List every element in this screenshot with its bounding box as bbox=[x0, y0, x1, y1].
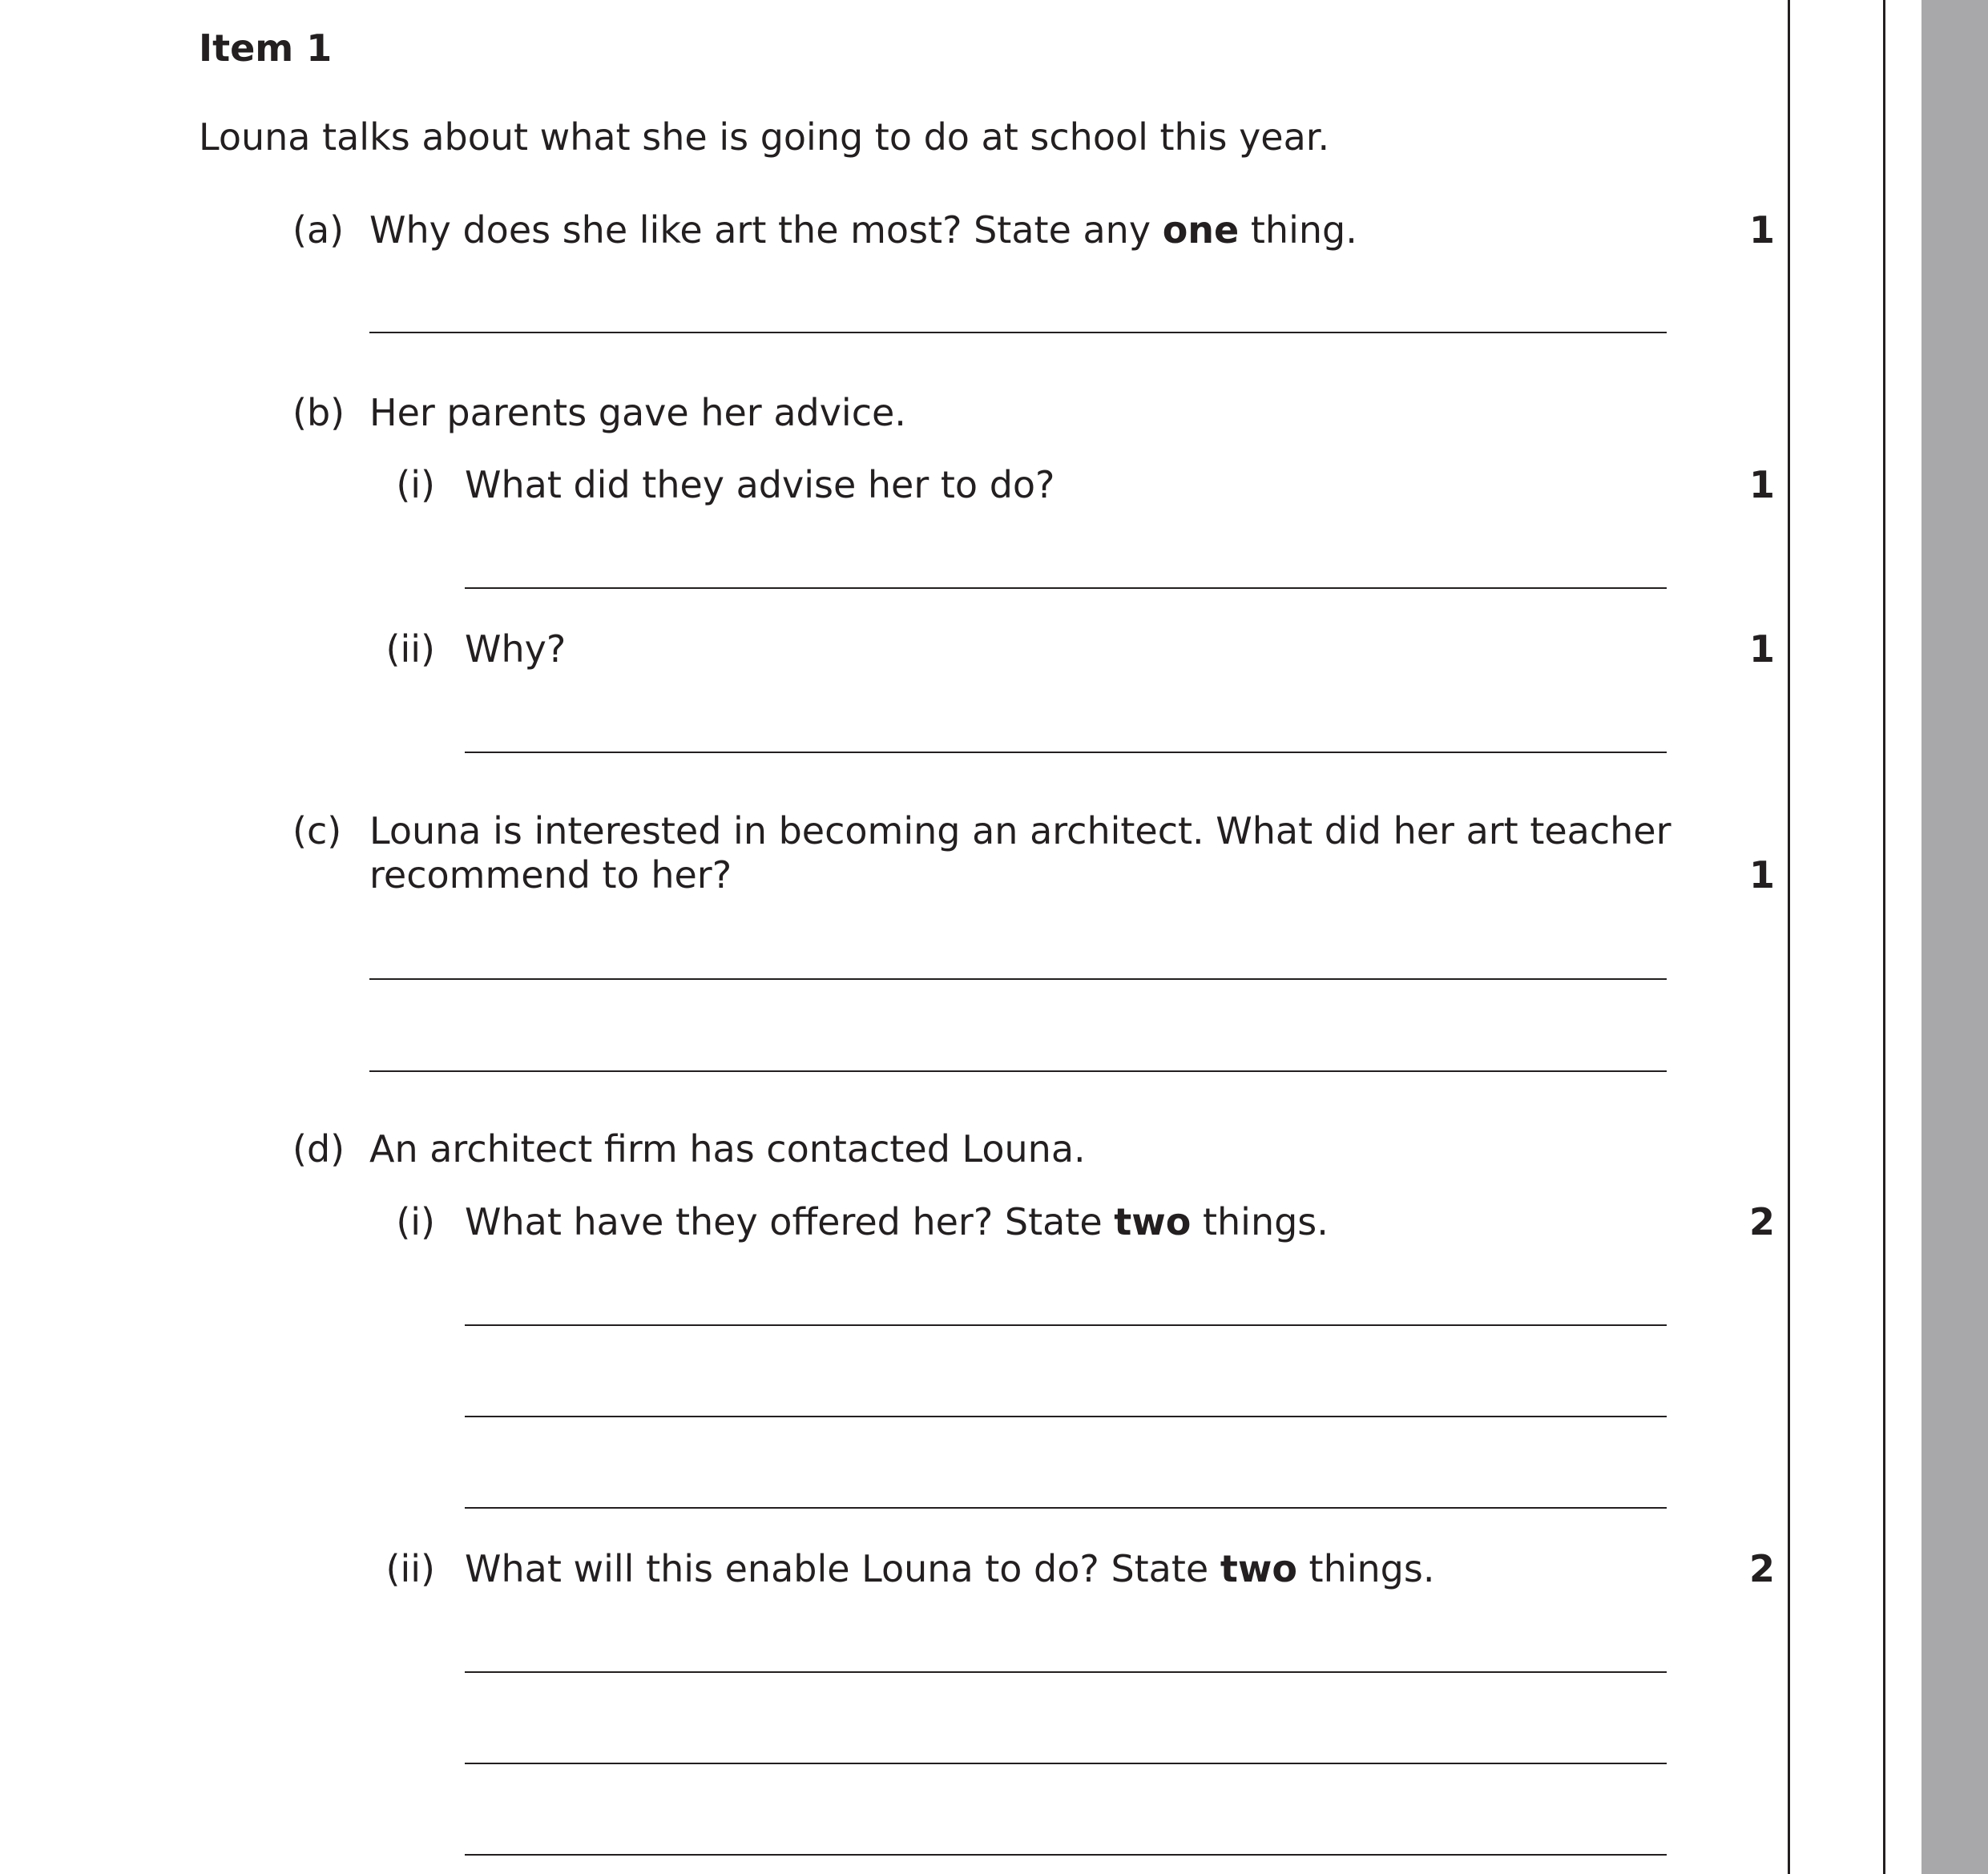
question-d-i-text: What have they offered her? State two things. bbox=[465, 1200, 1329, 1243]
question-d-ii-label: (ii) bbox=[385, 1547, 435, 1590]
answer-line-b-ii-1[interactable] bbox=[465, 752, 1667, 753]
answer-line-b-i-1[interactable] bbox=[465, 587, 1667, 589]
question-c-marks: 1 bbox=[1748, 853, 1775, 897]
marks-column-rule bbox=[1788, 0, 1790, 1874]
question-c-line-1: Louna is interested in becoming an architect. What did her art teacher bbox=[369, 809, 1671, 852]
question-d-i-label: (i) bbox=[396, 1200, 435, 1243]
question-d-ii-text: What will this enable Louna to do? State two things. bbox=[465, 1547, 1435, 1590]
question-c-label: (c) bbox=[292, 809, 342, 852]
answer-line-d-i-3[interactable] bbox=[465, 1507, 1667, 1509]
answer-line-d-ii-3[interactable] bbox=[465, 1854, 1667, 1856]
question-b-ii-label: (ii) bbox=[385, 627, 435, 671]
answer-line-d-i-1[interactable] bbox=[465, 1324, 1667, 1326]
question-d-i-marks: 2 bbox=[1748, 1200, 1775, 1243]
question-b-i-marks: 1 bbox=[1748, 463, 1775, 506]
question-d-text: An architect firm has contacted Louna. bbox=[369, 1127, 1086, 1171]
answer-line-c-2[interactable] bbox=[369, 1070, 1667, 1072]
question-b-i-label: (i) bbox=[396, 463, 435, 506]
question-b-label: (b) bbox=[292, 391, 345, 434]
question-d-ii-marks: 2 bbox=[1748, 1547, 1775, 1590]
question-b-text: Her parents gave her advice. bbox=[369, 391, 906, 434]
margin-band bbox=[1921, 0, 1988, 1874]
question-b-ii-text: Why? bbox=[465, 627, 567, 671]
question-b-i-text: What did they advise her to do? bbox=[465, 463, 1055, 506]
answer-line-a-1[interactable] bbox=[369, 332, 1667, 333]
question-b-ii-marks: 1 bbox=[1748, 627, 1775, 671]
margin-rule bbox=[1883, 0, 1885, 1874]
item-title: Item 1 bbox=[199, 26, 333, 70]
answer-line-d-ii-2[interactable] bbox=[465, 1763, 1667, 1764]
item-intro: Louna talks about what she is going to do at school this year. bbox=[199, 115, 1330, 159]
answer-line-d-i-2[interactable] bbox=[465, 1416, 1667, 1417]
question-a-label: (a) bbox=[292, 208, 345, 252]
question-a-text: Why does she like art the most? State any one thing. bbox=[369, 208, 1357, 252]
answer-line-d-ii-1[interactable] bbox=[465, 1671, 1667, 1673]
question-a-marks: 1 bbox=[1748, 208, 1775, 252]
question-c-line-2: recommend to her? bbox=[369, 853, 732, 897]
answer-line-c-1[interactable] bbox=[369, 978, 1667, 980]
question-d-label: (d) bbox=[292, 1127, 345, 1171]
